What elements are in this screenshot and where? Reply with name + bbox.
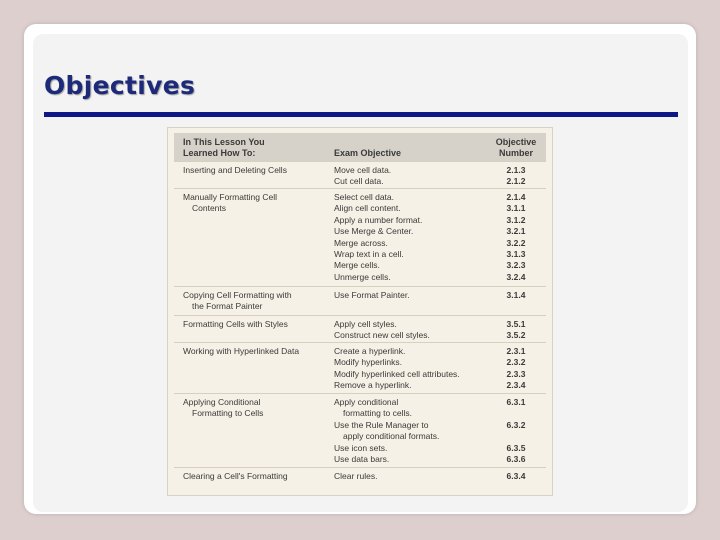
objective-text: Use the Rule Manager to	[334, 419, 429, 430]
header-number-line2: Number	[498, 148, 533, 158]
number-cell	[492, 290, 540, 301]
objective-text: Apply conditional	[334, 397, 399, 407]
header-objective: Exam Objective	[334, 148, 402, 158]
objective-cell	[334, 397, 484, 465]
header-lesson-line1: In This Lesson You	[183, 137, 265, 147]
objective-text: apply conditional formats.	[343, 431, 440, 442]
objective-cell	[334, 346, 484, 392]
objective-number: 2.1.3	[506, 165, 526, 175]
lesson-text: the Format Painter	[192, 301, 263, 312]
objective-number: 2.3.1	[506, 346, 526, 356]
objective-number	[492, 408, 540, 419]
number-cell	[492, 471, 540, 482]
objective-text: Use data bars.	[334, 454, 390, 465]
objective-text: Create a hyperlink.	[334, 346, 406, 356]
lesson-cell	[183, 346, 333, 357]
objective-text: Align cell content.	[334, 203, 401, 214]
objective-number: 3.2.2	[506, 237, 526, 248]
objective-text: Wrap text in a cell.	[334, 249, 404, 260]
number-cell	[492, 319, 540, 342]
objective-number: 2.1.4	[506, 192, 526, 202]
objective-text: Use icon sets.	[334, 442, 388, 453]
objective-number: 3.1.3	[506, 249, 526, 260]
objective-number: 2.3.3	[506, 368, 526, 379]
table-row	[174, 467, 546, 492]
objective-number: 3.2.1	[506, 226, 526, 237]
objective-text: Move cell data.	[334, 165, 392, 175]
objective-number: 3.5.2	[506, 330, 526, 341]
objective-text: Select cell data.	[334, 192, 395, 202]
lesson-cell	[183, 290, 333, 313]
title-underline	[44, 112, 678, 117]
objective-text: Merge across.	[334, 237, 388, 248]
objective-text: Construct new cell styles.	[334, 330, 430, 341]
objective-text: Modify hyperlinks.	[334, 357, 403, 368]
objective-number: 6.3.2	[506, 419, 526, 430]
table-row	[174, 161, 546, 188]
lesson-text: Working with Hyperlinked Data	[183, 346, 300, 356]
lesson-cell	[183, 192, 333, 215]
objective-number: 3.1.1	[506, 203, 526, 214]
header-number	[492, 137, 540, 159]
header-lesson	[183, 137, 313, 159]
objective-text: Apply cell styles.	[334, 319, 397, 329]
objective-number: 2.1.2	[506, 176, 526, 187]
objective-text: Merge cells.	[334, 260, 380, 271]
objective-number: 6.3.1	[506, 397, 526, 407]
objective-cell	[334, 319, 484, 342]
objective-cell	[334, 471, 484, 482]
objective-number: 6.3.5	[506, 442, 526, 453]
objective-number: 3.1.4	[506, 290, 526, 300]
lesson-text: Formatting Cells with Styles	[183, 319, 288, 329]
number-cell	[492, 165, 540, 188]
objective-text: Cut cell data.	[334, 176, 384, 187]
lesson-cell	[183, 165, 333, 176]
header-number-line1: Objective	[495, 137, 537, 147]
objective-cell	[334, 290, 484, 301]
lesson-cell	[183, 319, 333, 330]
number-cell	[492, 192, 540, 283]
number-cell	[492, 346, 540, 392]
lesson-text: Formatting to Cells	[192, 408, 264, 419]
table-header	[174, 133, 546, 162]
objective-number: 3.2.4	[506, 271, 526, 282]
lesson-text: Copying Cell Formatting with	[183, 290, 292, 300]
objective-number: 6.3.4	[506, 471, 526, 481]
objective-number: 2.3.4	[506, 380, 526, 391]
objective-number: 3.5.1	[506, 319, 526, 329]
objective-cell	[334, 192, 484, 283]
lesson-cell	[183, 471, 333, 482]
objective-cell	[334, 165, 484, 188]
lesson-cell	[183, 397, 333, 420]
objectives-table	[168, 128, 552, 495]
table-row	[174, 188, 546, 286]
lesson-text: Inserting and Deleting Cells	[183, 165, 287, 175]
objective-text: Remove a hyperlink.	[334, 380, 412, 391]
objective-number: 3.1.2	[506, 214, 526, 225]
objective-number: 3.2.3	[506, 260, 526, 271]
number-cell	[492, 397, 540, 465]
table-row	[174, 393, 546, 467]
objective-number: 2.3.2	[506, 357, 526, 368]
objective-text: Use Format Painter.	[334, 290, 410, 300]
objective-number: 6.3.6	[506, 454, 526, 465]
table-row	[174, 315, 546, 342]
objective-text: Use Merge & Center.	[334, 226, 414, 237]
slide-title: Objectives	[44, 71, 196, 100]
lesson-text: Contents	[192, 203, 227, 214]
objective-number	[492, 431, 540, 442]
lesson-text: Applying Conditional	[183, 397, 261, 407]
lesson-text: Manually Formatting Cell	[183, 192, 278, 202]
objective-text: Modify hyperlinked cell attributes.	[334, 368, 460, 379]
table-row	[174, 286, 546, 315]
lesson-text: Clearing a Cell's Formatting	[183, 471, 288, 481]
objective-text: Clear rules.	[334, 471, 378, 481]
objective-text: Apply a number format.	[334, 214, 423, 225]
objective-text: Unmerge cells.	[334, 271, 391, 282]
table-row	[174, 342, 546, 393]
header-lesson-line2: Learned How To:	[183, 148, 256, 158]
objective-text: formatting to cells.	[343, 408, 412, 419]
